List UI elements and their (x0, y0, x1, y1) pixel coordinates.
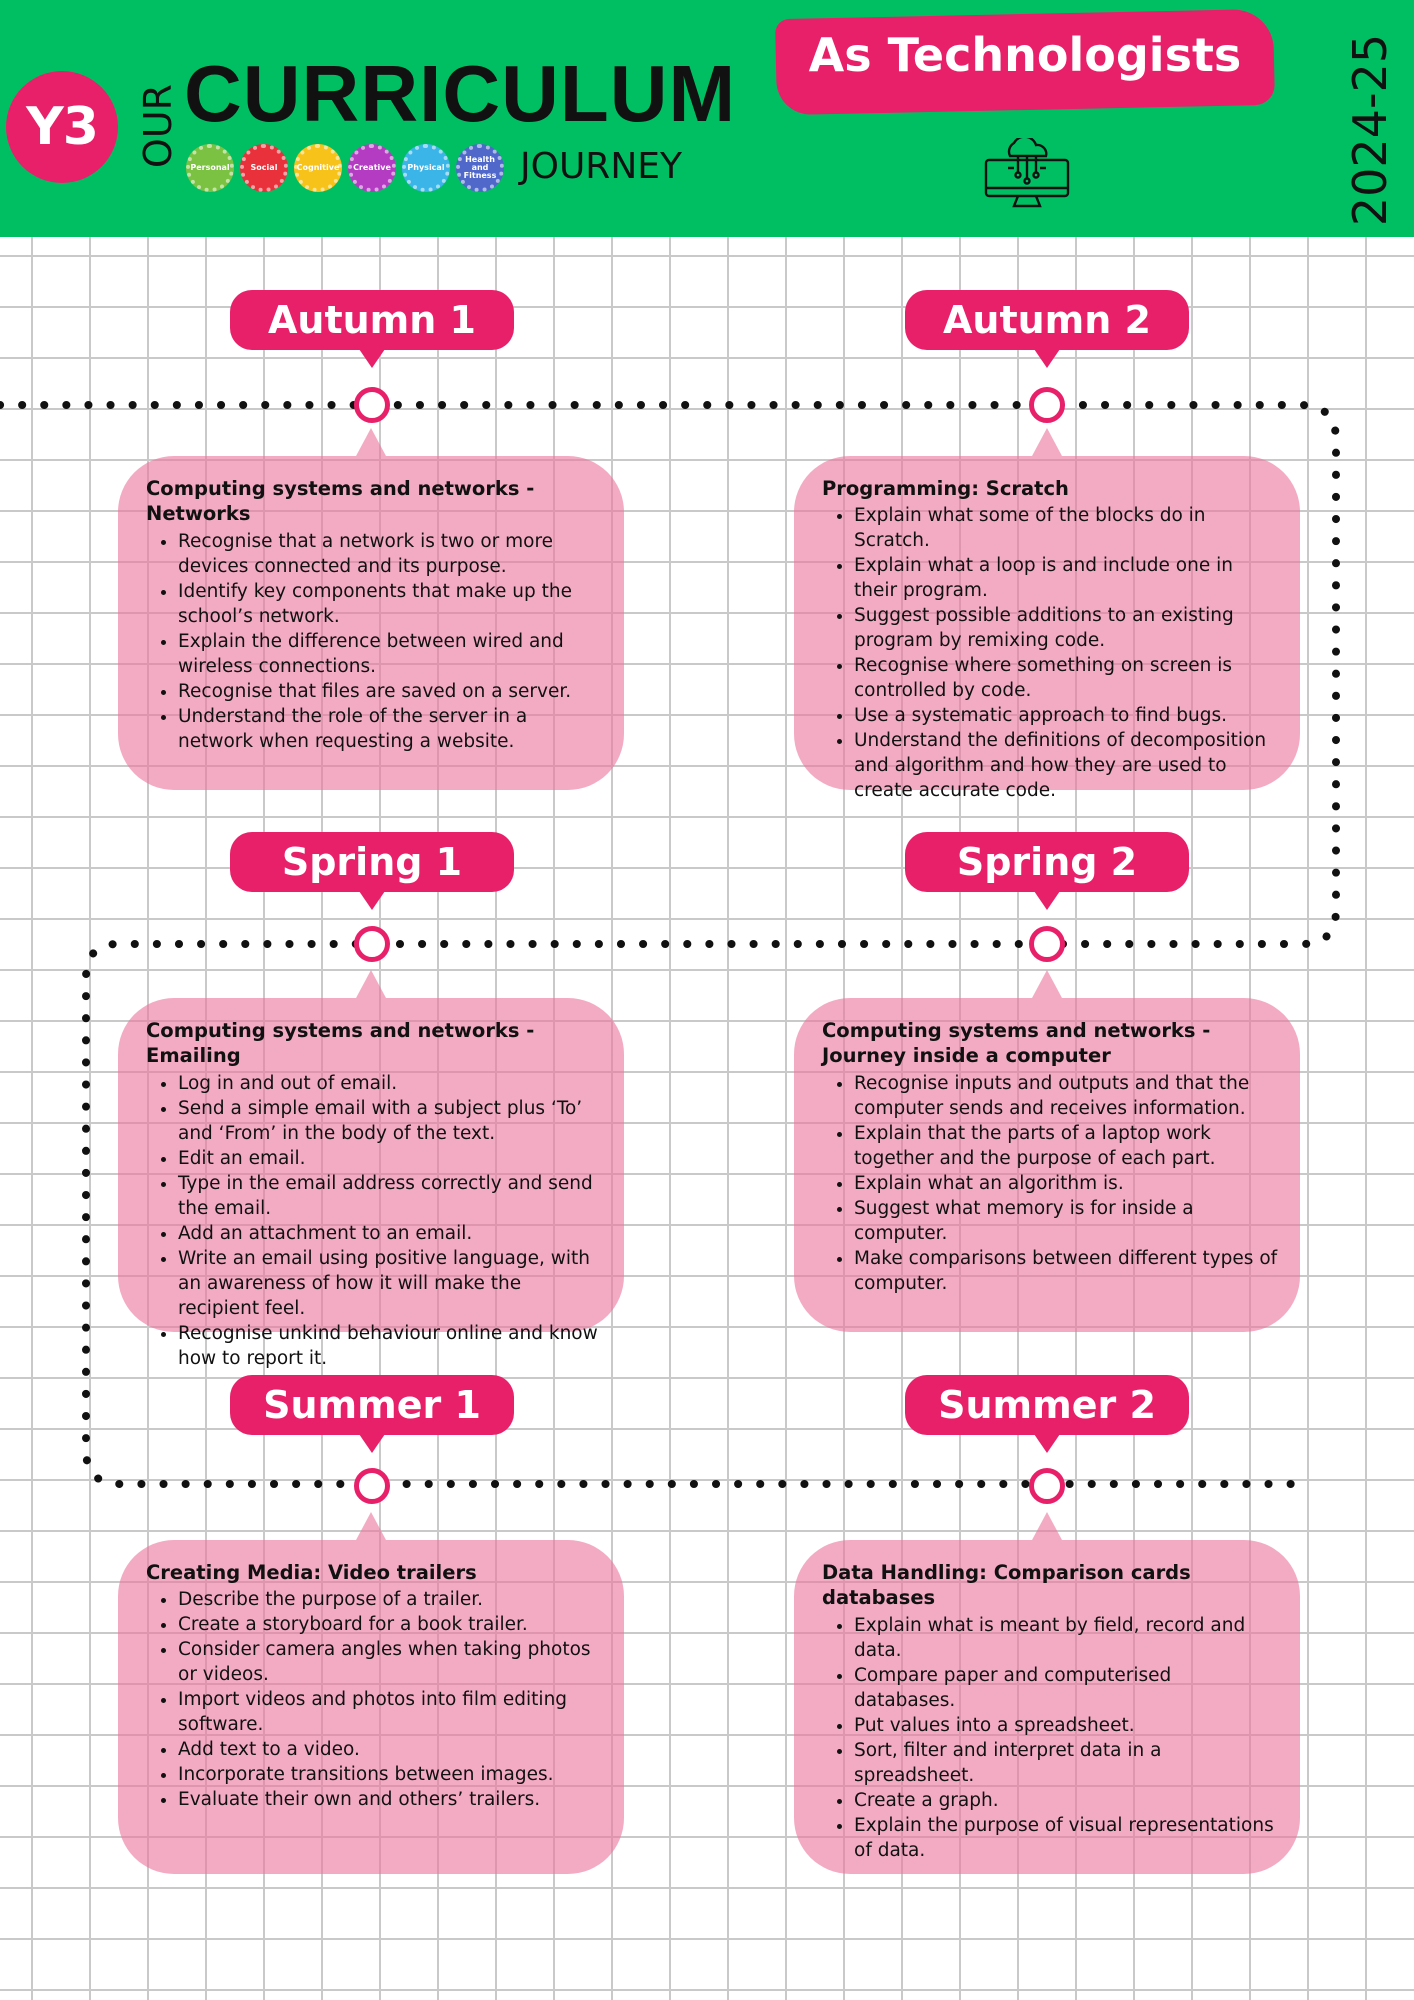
list-item: • Add text to a video. (178, 1737, 602, 1762)
list-item: • Log in and out of email. (178, 1071, 602, 1096)
list-item: • Explain what some of the blocks do in Scratch. (854, 503, 1278, 553)
objectives-list (146, 529, 602, 754)
objectives-list (822, 1071, 1278, 1296)
list-item: • Explain what is meant by field, record and data. (854, 1613, 1278, 1663)
list-item: • Type in the email address correctly and send the email. (178, 1171, 602, 1221)
term-label-summer-1: Summer 1 (230, 1375, 514, 1435)
list-item: • Import videos and photos into film editing software. (178, 1687, 602, 1737)
list-item: • Incorporate transitions between images. (178, 1762, 602, 1787)
list-item: • Consider camera angles when taking photos or videos. (178, 1637, 602, 1687)
list-item: • Evaluate their own and others’ trailers. (178, 1787, 602, 1812)
list-item: • Recognise unkind behaviour online and know how to report it. (178, 1321, 602, 1371)
list-item: • Send a simple email with a subject plus ‘To’ and ‘From’ in the body of the text. (178, 1096, 602, 1146)
timeline-node (1029, 926, 1065, 962)
list-item: • Describe the purpose of a trailer. (178, 1587, 602, 1612)
gear-icon: Creative (348, 144, 396, 192)
list-item: • Write an email using positive language, with an awareness of how it will make the recipient feel. (178, 1246, 602, 1321)
year-badge: Y3 (6, 71, 118, 183)
card-title: Creating Media: Video trailers (146, 1561, 477, 1584)
list-item: • Make comparisons between different types of computer. (854, 1246, 1278, 1296)
list-item: • Explain what an algorithm is. (854, 1171, 1278, 1196)
timeline-node (354, 926, 390, 962)
list-item: • Suggest possible additions to an existing program by remixing code. (854, 603, 1278, 653)
term-label-spring-1: Spring 1 (230, 832, 514, 892)
card-title: Computing systems and networks - Emailing (146, 1019, 535, 1068)
term-card-spring-1 (118, 998, 624, 1369)
list-item: • Explain the purpose of visual representations of data. (854, 1813, 1278, 1863)
list-item: • Recognise that a network is two or more devices connected and its purpose. (178, 529, 602, 579)
term-card-summer-1 (118, 1540, 624, 1874)
list-item: • Create a storyboard for a book trailer. (178, 1612, 602, 1637)
gear-icon: Personal (186, 144, 234, 192)
list-item: • Add an attachment to an email. (178, 1221, 602, 1246)
list-item: • Explain that the parts of a laptop work together and the purpose of each part. (854, 1121, 1278, 1171)
journey-label: JOURNEY (520, 146, 682, 187)
curriculum-title: CURRICULUM (184, 49, 737, 138)
our-label: OUR (136, 83, 180, 169)
list-item: • Put values into a spreadsheet. (854, 1713, 1278, 1738)
gear-icon: Physical (402, 144, 450, 192)
timeline-node (1029, 1468, 1065, 1504)
list-item: • Understand the role of the server in a network when requesting a website. (178, 704, 602, 754)
card-title: Computing systems and networks - Journey inside a computer (822, 1019, 1211, 1068)
timeline-node (1029, 387, 1065, 423)
card-title: Programming: Scratch (822, 477, 1069, 500)
list-item: • Understand the definitions of decomposition and algorithm and how they are used to create accurate code. (854, 728, 1278, 803)
objectives-list (146, 1071, 602, 1371)
term-card-summer-2 (794, 1540, 1300, 1874)
list-item: • Recognise inputs and outputs and that the computer sends and receives information. (854, 1071, 1278, 1121)
list-item: • Suggest what memory is for inside a computer. (854, 1196, 1278, 1246)
timeline-node (354, 387, 390, 423)
subject-title: As Technologists (808, 28, 1242, 82)
list-item: • Recognise that files are saved on a server. (178, 679, 602, 704)
list-item: • Identify key components that make up the school’s network. (178, 579, 602, 629)
term-card-spring-2 (794, 998, 1300, 1332)
list-item: • Compare paper and computerised databases. (854, 1663, 1278, 1713)
list-item: • Explain the difference between wired and wireless connections. (178, 629, 602, 679)
objectives-list (822, 1613, 1278, 1863)
timeline-node (354, 1468, 390, 1504)
card-title: Computing systems and networks - Networks (146, 477, 535, 526)
term-label-summer-2: Summer 2 (905, 1375, 1189, 1435)
list-item: • Explain what a loop is and include one in their program. (854, 553, 1278, 603)
term-label-spring-2: Spring 2 (905, 832, 1189, 892)
list-item: • Edit an email. (178, 1146, 602, 1171)
gear-icon: Cognitive (294, 144, 342, 192)
term-label-autumn-1: Autumn 1 (230, 290, 514, 350)
academic-year: 2024-25 (1343, 33, 1397, 227)
gear-icon: Health and Fitness (456, 144, 504, 192)
term-card-autumn-1 (118, 456, 624, 790)
card-title: Data Handling: Comparison cards databases (822, 1561, 1191, 1610)
list-item: • Use a systematic approach to find bugs. (854, 703, 1278, 728)
objectives-list (146, 1587, 602, 1812)
gear-icon: Social (240, 144, 288, 192)
objectives-list (822, 503, 1278, 803)
term-label-autumn-2: Autumn 2 (905, 290, 1189, 350)
list-item: • Recognise where something on screen is controlled by code. (854, 653, 1278, 703)
list-item: • Create a graph. (854, 1788, 1278, 1813)
list-item: • Sort, filter and interpret data in a spreadsheet. (854, 1738, 1278, 1788)
term-card-autumn-2 (794, 456, 1300, 802)
